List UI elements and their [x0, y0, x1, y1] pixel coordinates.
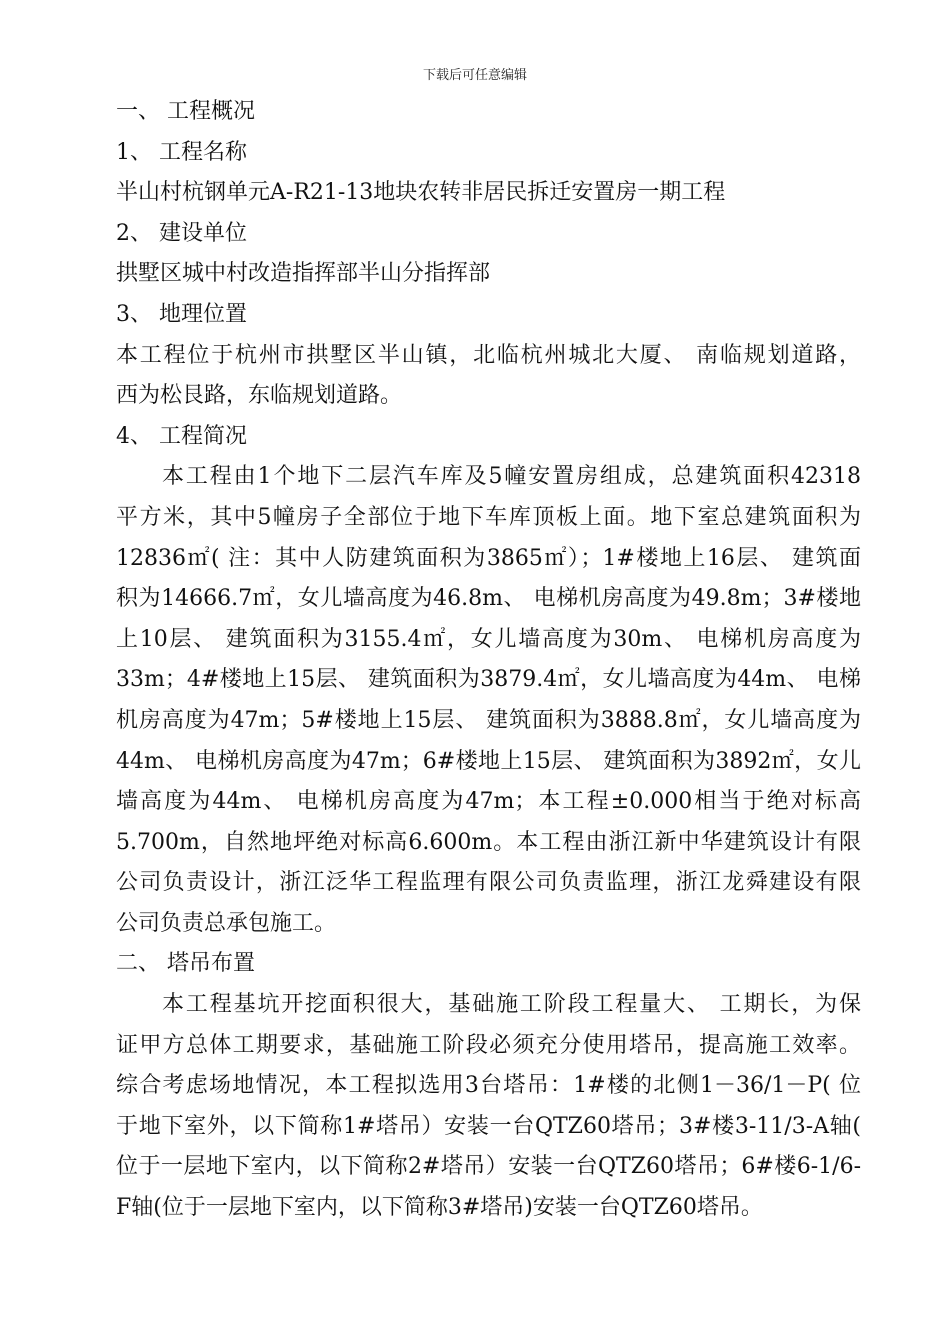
crane-line: F轴(位于一层地下室内，以下简称3#塔吊)安装一台QTZ60塔吊。	[116, 1195, 763, 1221]
overview-line: 墙高度为44m、 电梯机房高度为47m；本工程±0.000相当于绝对标高	[116, 789, 861, 815]
overview-line: 5.700m，自然地坪绝对标高6.600m。本工程由浙江新中华建筑设计有限	[116, 829, 861, 855]
section-2-title: 二、 塔吊布置	[116, 951, 255, 977]
crane-line: 位于一层地下室内，以下简称2#塔吊）安装一台QTZ60塔吊；6#楼6-1/6-	[116, 1154, 861, 1180]
overview-line: 上10层、 建筑面积为3155.4㎡，女儿墙高度为30m、 电梯机房高度为	[116, 626, 861, 652]
overview-line: 12836㎡( 注：其中人防建筑面积为3865㎡）；1#楼地上16层、 建筑面	[116, 545, 861, 571]
project-name-text: 半山村杭钢单元A-R21-13地块农转非居民拆迁安置房一期工程	[116, 180, 726, 206]
location-line: 西为松艮路，东临规划道路。	[116, 383, 403, 409]
page-header: 下载后可任意编辑	[422, 68, 527, 83]
builder-text: 拱墅区城中村改造指挥部半山分指挥部	[116, 261, 491, 287]
overview-line: 公司负责总承包施工。	[116, 910, 337, 936]
overview-line: 平方米，其中5幢房子全部位于地下车库顶板上面。地下室总建筑面积为	[116, 504, 861, 530]
subheading-overview: 4、 工程简况	[116, 423, 247, 449]
location-line: 本工程位于杭州市拱墅区半山镇，北临杭州城北大厦、 南临规划道路，	[116, 342, 861, 368]
overview-line: 积为14666.7㎡，女儿墙高度为46.8m、 电梯机房高度为49.8m；3#楼地	[116, 586, 861, 612]
section-1-title: 一、 工程概况	[116, 99, 255, 124]
crane-line: 证甲方总体工期要求，基础施工阶段必须充分使用塔吊，提高施工效率。	[116, 1032, 861, 1058]
subheading-builder: 2、 建设单位	[116, 220, 247, 246]
overview-line: 44m、 电梯机房高度为47m；6#楼地上15层、 建筑面积为3892㎡，女儿	[116, 748, 861, 774]
crane-line: 于地下室外，以下简称1#塔吊）安装一台QTZ60塔吊；3#楼3-11/3-A轴(	[116, 1113, 861, 1139]
overview-line: 33m；4#楼地上15层、 建筑面积为3879.4㎡，女儿墙高度为44m、 电梯	[116, 667, 861, 693]
overview-line: 机房高度为47m；5#楼地上15层、 建筑面积为3888.8㎡，女儿墙高度为	[116, 707, 861, 733]
subheading-project-name: 1、 工程名称	[116, 139, 247, 165]
crane-line: 综合考虑场地情况，本工程拟选用3台塔吊：1#楼的北侧1－36/1－P( 位	[116, 1073, 861, 1099]
document-body	[116, 92, 861, 1229]
overview-line: 本工程由1个地下二层汽车库及5幢安置房组成，总建筑面积42318	[162, 464, 861, 490]
subheading-location: 3、 地理位置	[116, 301, 247, 327]
overview-line: 公司负责设计，浙江泛华工程监理有限公司负责监理，浙江龙舜建设有限	[116, 870, 861, 896]
crane-line: 本工程基坑开挖面积很大，基础施工阶段工程量大、 工期长，为保	[162, 992, 861, 1018]
